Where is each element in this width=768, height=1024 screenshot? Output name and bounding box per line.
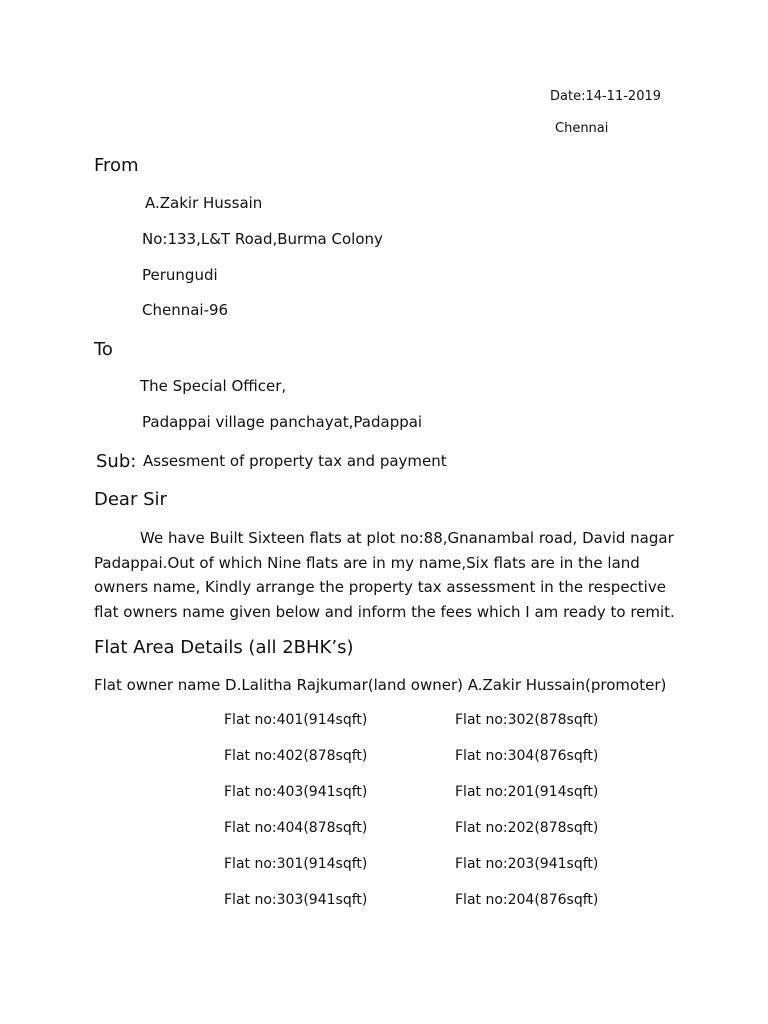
flat-item: Flat no:401(914sqft) bbox=[224, 712, 368, 728]
flat-item: Flat no:201(914sqft) bbox=[455, 784, 599, 800]
sender-street: No:133,L&T Road,Burma Colony bbox=[142, 230, 383, 248]
flat-item: Flat no:203(941sqft) bbox=[455, 856, 599, 872]
letter-city: Chennai bbox=[555, 121, 609, 136]
sender-locality: Perungudi bbox=[142, 266, 218, 284]
flat-item: Flat no:301(914sqft) bbox=[224, 856, 368, 872]
flat-item: Flat no:404(878sqft) bbox=[224, 820, 368, 836]
flat-item: Flat no:202(878sqft) bbox=[455, 820, 599, 836]
letter-body: We have Built Sixteen flats at plot no:88,Gnanambal road, David nagar Padappai.Out of which Nine flats are in my name,Six flats are in the land owners name, Kindly arrange the property tax assessment in the respective flat owners name given below and inform the fees which I am ready to remit. bbox=[94, 529, 675, 621]
recipient-title: The Special Officer, bbox=[140, 377, 287, 395]
letter-date: Date:14-11-2019 bbox=[550, 89, 662, 104]
details-heading: Flat Area Details (all 2BHK’s) bbox=[94, 637, 354, 658]
flat-item: Flat no:204(876sqft) bbox=[455, 892, 599, 908]
sender-city: Chennai-96 bbox=[142, 301, 229, 319]
salutation: Dear Sir bbox=[94, 489, 167, 510]
flat-item: Flat no:402(878sqft) bbox=[224, 748, 368, 764]
sender-name: A.Zakir Hussain bbox=[145, 194, 263, 212]
flat-item: Flat no:403(941sqft) bbox=[224, 784, 368, 800]
flat-item: Flat no:303(941sqft) bbox=[224, 892, 368, 908]
recipient-office: Padappai village panchayat,Padappai bbox=[142, 413, 423, 431]
owner-header: Flat owner name D.Lalitha Rajkumar(land owner) A.Zakir Hussain(promoter) bbox=[94, 676, 667, 694]
from-heading: From bbox=[94, 155, 139, 176]
to-heading: To bbox=[94, 339, 113, 360]
subject-text: Assesment of property tax and payment bbox=[143, 452, 447, 470]
flat-item: Flat no:304(876sqft) bbox=[455, 748, 599, 764]
flat-item: Flat no:302(878sqft) bbox=[455, 712, 599, 728]
subject-label: Sub: bbox=[96, 451, 137, 472]
